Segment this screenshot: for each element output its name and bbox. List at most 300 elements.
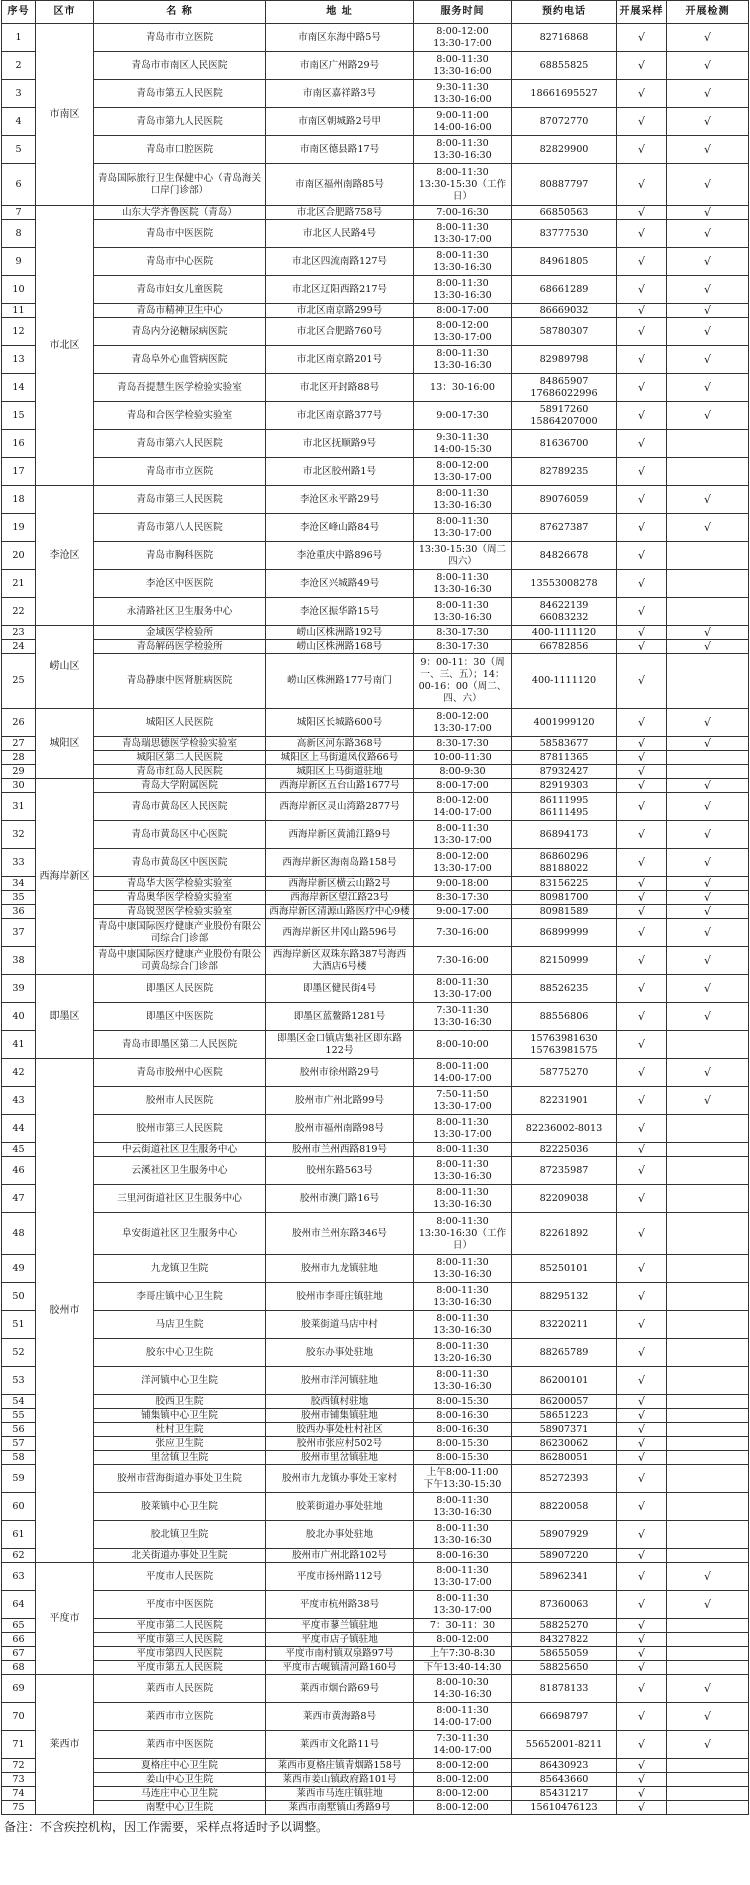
testing-check xyxy=(667,1185,749,1213)
service-hours: 7:50-11:50 13:30-17:00 xyxy=(414,1087,512,1115)
site-name: 青岛市第三人民医院 xyxy=(94,486,266,514)
site-name: 青岛市口腔医院 xyxy=(94,136,266,164)
booking-phone: 82150999 xyxy=(512,947,617,975)
booking-phone: 82225036 xyxy=(512,1143,617,1157)
table-row xyxy=(2,164,749,206)
site-address: 市南区东海中路5号 xyxy=(266,24,414,52)
table-row xyxy=(2,1283,749,1311)
service-hours: 8:00-11:30 13:30-16:30 xyxy=(414,1493,512,1521)
booking-phone: 85250101 xyxy=(512,1255,617,1283)
booking-phone: 82261892 xyxy=(512,1213,617,1255)
booking-phone: 68855825 xyxy=(512,52,617,80)
testing-check: √ xyxy=(667,318,749,346)
site-name: 青岛市胸科医院 xyxy=(94,542,266,570)
sampling-check: √ xyxy=(617,52,667,80)
row-seq: 22 xyxy=(2,598,36,626)
testing-check xyxy=(667,1647,749,1661)
booking-phone: 84826678 xyxy=(512,542,617,570)
sampling-check: √ xyxy=(617,430,667,458)
site-address: 西海岸新区五台山路1677号 xyxy=(266,779,414,793)
table-row xyxy=(2,1437,749,1451)
service-hours: 8:00-9:30 xyxy=(414,765,512,779)
sampling-check: √ xyxy=(617,1157,667,1185)
sampling-check: √ xyxy=(617,1185,667,1213)
row-seq: 32 xyxy=(2,821,36,849)
sampling-check: √ xyxy=(617,1255,667,1283)
table-body xyxy=(2,24,749,1815)
service-hours: 8:00-11:30 13:30-16:30（工作日） xyxy=(414,1213,512,1255)
table-row xyxy=(2,374,749,402)
site-name: 青岛市即墨区第二人民医院 xyxy=(94,1031,266,1059)
row-seq: 59 xyxy=(2,1465,36,1493)
booking-phone: 80887797 xyxy=(512,164,617,206)
booking-phone: 86669032 xyxy=(512,304,617,318)
sampling-check: √ xyxy=(617,1031,667,1059)
site-name: 青岛市第五人民医院 xyxy=(94,80,266,108)
service-hours: 8:00-11:30 13:30-17:00 xyxy=(414,1115,512,1143)
booking-phone: 84327822 xyxy=(512,1633,617,1647)
testing-check: √ xyxy=(667,164,749,206)
booking-phone: 81636700 xyxy=(512,430,617,458)
site-address: 李沧区峰山路84号 xyxy=(266,514,414,542)
site-address: 市南区广州路29号 xyxy=(266,52,414,80)
table-row xyxy=(2,1465,749,1493)
sampling-check: √ xyxy=(617,486,667,514)
site-address: 高新区河东路368号 xyxy=(266,737,414,751)
sampling-check: √ xyxy=(617,136,667,164)
sampling-check: √ xyxy=(617,1549,667,1563)
table-row xyxy=(2,709,749,737)
site-name: 青岛市第八人民医院 xyxy=(94,514,266,542)
booking-phone: 4001999120 xyxy=(512,709,617,737)
table-row xyxy=(2,1493,749,1521)
site-address: 胶州东路563号 xyxy=(266,1157,414,1185)
service-hours: 8:00-11:30 13:30-17:00 xyxy=(414,514,512,542)
site-address: 李沧重庆中路896号 xyxy=(266,542,414,570)
row-seq: 62 xyxy=(2,1549,36,1563)
testing-check xyxy=(667,1157,749,1185)
booking-phone: 88220058 xyxy=(512,1493,617,1521)
district-cell: 胶州市 xyxy=(36,1059,94,1563)
service-hours: 13：30-16:00 xyxy=(414,374,512,402)
booking-phone: 58825270 xyxy=(512,1619,617,1633)
testing-check: √ xyxy=(667,821,749,849)
booking-phone: 84622139 66083232 xyxy=(512,598,617,626)
table-row xyxy=(2,1647,749,1661)
booking-phone: 87072770 xyxy=(512,108,617,136)
row-seq: 43 xyxy=(2,1087,36,1115)
testing-check xyxy=(667,1661,749,1675)
site-name: 胶莱镇中心卫生院 xyxy=(94,1493,266,1521)
table-row xyxy=(2,849,749,877)
row-seq: 3 xyxy=(2,80,36,108)
booking-phone: 87932427 xyxy=(512,765,617,779)
header-hours: 服务时间 xyxy=(414,1,512,24)
site-address: 市北区抚顺路9号 xyxy=(266,430,414,458)
testing-check: √ xyxy=(667,1731,749,1759)
booking-phone: 82989798 xyxy=(512,346,617,374)
table-row xyxy=(2,1213,749,1255)
testing-check: √ xyxy=(667,220,749,248)
site-address: 李沧区兴城路49号 xyxy=(266,570,414,598)
row-seq: 37 xyxy=(2,919,36,947)
site-address: 胶州市九龙镇驻地 xyxy=(266,1255,414,1283)
service-hours: 8:00-11:00 14:00-17:00 xyxy=(414,1059,512,1087)
header-district: 区市 xyxy=(36,1,94,24)
booking-phone: 86894173 xyxy=(512,821,617,849)
row-seq: 20 xyxy=(2,542,36,570)
sampling-check: √ xyxy=(617,1423,667,1437)
site-address: 西海岸新区双珠东路387号海西大酒店6号楼 xyxy=(266,947,414,975)
row-seq: 44 xyxy=(2,1115,36,1143)
booking-phone: 13553008278 xyxy=(512,570,617,598)
sampling-check: √ xyxy=(617,1465,667,1493)
row-seq: 72 xyxy=(2,1759,36,1773)
testing-check xyxy=(667,1451,749,1465)
service-hours: 8:00-11:30 13:30-16:30 xyxy=(414,1521,512,1549)
sampling-check: √ xyxy=(617,1059,667,1087)
testing-check: √ xyxy=(667,947,749,975)
district-cell: 莱西市 xyxy=(36,1675,94,1815)
site-address: 市南区朝城路2号甲 xyxy=(266,108,414,136)
testing-check xyxy=(667,751,749,765)
table-row xyxy=(2,318,749,346)
row-seq: 48 xyxy=(2,1213,36,1255)
site-name: 青岛静康中医肾脏病医院 xyxy=(94,654,266,709)
row-seq: 28 xyxy=(2,751,36,765)
site-name: 平度市第四人民医院 xyxy=(94,1647,266,1661)
site-address: 市北区南京路299号 xyxy=(266,304,414,318)
booking-phone: 88265789 xyxy=(512,1339,617,1367)
table-row xyxy=(2,1423,749,1437)
sampling-check: √ xyxy=(617,1395,667,1409)
table-row xyxy=(2,640,749,654)
site-address: 莱西市黄海路8号 xyxy=(266,1703,414,1731)
site-name: 青岛市市立医院 xyxy=(94,458,266,486)
sampling-check: √ xyxy=(617,975,667,1003)
site-name: 青岛市黄岛区中医医院 xyxy=(94,849,266,877)
row-seq: 39 xyxy=(2,975,36,1003)
testing-check xyxy=(667,1437,749,1451)
testing-check: √ xyxy=(667,374,749,402)
table-row xyxy=(2,877,749,891)
site-address: 胶州市铺集镇驻地 xyxy=(266,1409,414,1423)
site-address: 市北区胶州路1号 xyxy=(266,458,414,486)
service-hours: 8:00-12:00 xyxy=(414,1787,512,1801)
testing-check xyxy=(667,1143,749,1157)
row-seq: 14 xyxy=(2,374,36,402)
site-address: 市北区合肥路758号 xyxy=(266,206,414,220)
service-hours: 8:00-11:30 13:30-17:00 xyxy=(414,1591,512,1619)
service-hours: 8:00-11:30 13:30-16:30 xyxy=(414,598,512,626)
site-address: 西海岸新区黄浦江路9号 xyxy=(266,821,414,849)
testing-check: √ xyxy=(667,975,749,1003)
service-hours: 9:00-11:00 14:00-16:00 xyxy=(414,108,512,136)
booking-phone: 86111995 86111495 xyxy=(512,793,617,821)
service-hours: 8:00-11:30 13:30-16:30 xyxy=(414,1311,512,1339)
booking-phone: 83777530 xyxy=(512,220,617,248)
row-seq: 75 xyxy=(2,1801,36,1815)
site-name: 青岛市黄岛区中心医院 xyxy=(94,821,266,849)
booking-phone: 82209038 xyxy=(512,1185,617,1213)
site-name: 青岛市精神卫生中心 xyxy=(94,304,266,318)
row-seq: 33 xyxy=(2,849,36,877)
booking-phone: 84865907 17686022996 xyxy=(512,374,617,402)
table-row xyxy=(2,136,749,164)
booking-phone: 83220211 xyxy=(512,1311,617,1339)
row-seq: 51 xyxy=(2,1311,36,1339)
table-row xyxy=(2,1675,749,1703)
row-seq: 38 xyxy=(2,947,36,975)
district-cell: 市南区 xyxy=(36,24,94,206)
site-name: 城阳区人民医院 xyxy=(94,709,266,737)
booking-phone: 81878133 xyxy=(512,1675,617,1703)
booking-phone: 80981589 xyxy=(512,905,617,919)
sampling-check: √ xyxy=(617,654,667,709)
service-hours: 7：30-11：30 xyxy=(414,1619,512,1633)
site-name: 马店卫生院 xyxy=(94,1311,266,1339)
site-name: 洋河镇中心卫生院 xyxy=(94,1367,266,1395)
row-seq: 64 xyxy=(2,1591,36,1619)
sampling-check: √ xyxy=(617,220,667,248)
site-name: 青岛中康国际医疗健康产业股份有限公司黄岛综合门诊部 xyxy=(94,947,266,975)
sampling-check: √ xyxy=(617,751,667,765)
row-seq: 25 xyxy=(2,654,36,709)
service-hours: 7:30-11:30 14:00-17:00 xyxy=(414,1731,512,1759)
site-name: 李沧区中医医院 xyxy=(94,570,266,598)
sampling-check: √ xyxy=(617,164,667,206)
table-row xyxy=(2,458,749,486)
table-row xyxy=(2,542,749,570)
sampling-check: √ xyxy=(617,1087,667,1115)
site-address: 平度市南村镇双泉路97号 xyxy=(266,1647,414,1661)
site-name: 青岛市第六人民医院 xyxy=(94,430,266,458)
site-address: 胶州市广州北路102号 xyxy=(266,1549,414,1563)
booking-phone: 58775270 xyxy=(512,1059,617,1087)
row-seq: 16 xyxy=(2,430,36,458)
site-name: 阜安街道社区卫生服务中心 xyxy=(94,1213,266,1255)
site-name: 城阳区第二人民医院 xyxy=(94,751,266,765)
table-row xyxy=(2,430,749,458)
site-address: 城阳区长城路600号 xyxy=(266,709,414,737)
testing-check: √ xyxy=(667,709,749,737)
row-seq: 57 xyxy=(2,1437,36,1451)
testing-check xyxy=(667,1031,749,1059)
row-seq: 61 xyxy=(2,1521,36,1549)
sampling-check: √ xyxy=(617,1311,667,1339)
sampling-check: √ xyxy=(617,1283,667,1311)
table-row xyxy=(2,1563,749,1591)
booking-phone: 18661695527 xyxy=(512,80,617,108)
site-name: 杜村卫生院 xyxy=(94,1423,266,1437)
booking-phone: 58917260 15864207000 xyxy=(512,402,617,430)
table-row xyxy=(2,1339,749,1367)
testing-check: √ xyxy=(667,1675,749,1703)
testing-check xyxy=(667,1521,749,1549)
sampling-check: √ xyxy=(617,402,667,430)
table-row xyxy=(2,1087,749,1115)
table-row xyxy=(2,1633,749,1647)
site-name: 青岛阜外心血管病医院 xyxy=(94,346,266,374)
table-row xyxy=(2,1031,749,1059)
row-seq: 35 xyxy=(2,891,36,905)
site-name: 李哥庄镇中心卫生院 xyxy=(94,1283,266,1311)
service-hours: 8:00-11:30 13:30-15:30（工作日） xyxy=(414,164,512,206)
testing-check xyxy=(667,1255,749,1283)
row-seq: 73 xyxy=(2,1773,36,1787)
testing-check: √ xyxy=(667,737,749,751)
site-address: 胶北办事处驻地 xyxy=(266,1521,414,1549)
sampling-check: √ xyxy=(617,626,667,640)
site-address: 李沧区永平路29号 xyxy=(266,486,414,514)
testing-check: √ xyxy=(667,849,749,877)
sampling-check: √ xyxy=(617,793,667,821)
table-row xyxy=(2,220,749,248)
booking-phone: 400-1111120 xyxy=(512,626,617,640)
testing-check: √ xyxy=(667,304,749,318)
service-hours: 8:00-16:30 xyxy=(414,1423,512,1437)
row-seq: 26 xyxy=(2,709,36,737)
site-address: 市北区辽阳西路217号 xyxy=(266,276,414,304)
site-name: 三里河街道社区卫生服务中心 xyxy=(94,1185,266,1213)
service-hours: 7:30-11:30 13:30-16:30 xyxy=(414,1003,512,1031)
sampling-check: √ xyxy=(617,248,667,276)
testing-check: √ xyxy=(667,877,749,891)
site-name: 即墨区中医医院 xyxy=(94,1003,266,1031)
site-name: 青岛市市立医院 xyxy=(94,24,266,52)
booking-phone: 82231901 xyxy=(512,1087,617,1115)
site-name: 铺集镇中心卫生院 xyxy=(94,1409,266,1423)
site-name: 青岛市中医医院 xyxy=(94,220,266,248)
testing-check xyxy=(667,1619,749,1633)
header-sampling: 开展采样 xyxy=(617,1,667,24)
site-name: 青岛市红岛人民医院 xyxy=(94,765,266,779)
site-name: 平度市第二人民医院 xyxy=(94,1619,266,1633)
row-seq: 47 xyxy=(2,1185,36,1213)
table-row xyxy=(2,1759,749,1773)
table-row xyxy=(2,1773,749,1787)
service-hours: 9:30-11:30 14:00-15:30 xyxy=(414,430,512,458)
service-hours: 9:00-18:00 xyxy=(414,877,512,891)
site-name: 中云街道社区卫生服务中心 xyxy=(94,1143,266,1157)
testing-check xyxy=(667,542,749,570)
service-hours: 8:00-11:30 xyxy=(414,1143,512,1157)
site-address: 胶西办事处杜村社区 xyxy=(266,1423,414,1437)
booking-phone: 58583677 xyxy=(512,737,617,751)
testing-check: √ xyxy=(667,1059,749,1087)
site-name: 莱西市人民医院 xyxy=(94,1675,266,1703)
testing-check: √ xyxy=(667,793,749,821)
service-hours: 8:00-12:00 xyxy=(414,1759,512,1773)
testing-check xyxy=(667,1801,749,1815)
site-address: 市南区嘉祥路3号 xyxy=(266,80,414,108)
site-address: 崂山区株洲路177号南门 xyxy=(266,654,414,709)
service-hours: 8:00-12:00 xyxy=(414,1633,512,1647)
testing-check: √ xyxy=(667,779,749,793)
table-row xyxy=(2,654,749,709)
district-cell: 李沧区 xyxy=(36,486,94,626)
sampling-check: √ xyxy=(617,276,667,304)
table-row xyxy=(2,206,749,220)
booking-phone: 82716868 xyxy=(512,24,617,52)
table-row xyxy=(2,1059,749,1087)
site-name: 胶东中心卫生院 xyxy=(94,1339,266,1367)
sampling-check: √ xyxy=(617,1619,667,1633)
booking-phone: 89076059 xyxy=(512,486,617,514)
service-hours: 8:00-11:30 13:30-17:00 xyxy=(414,1563,512,1591)
testing-check: √ xyxy=(667,24,749,52)
testing-check xyxy=(667,1213,749,1255)
testing-check xyxy=(667,765,749,779)
site-name: 青岛市第九人民医院 xyxy=(94,108,266,136)
row-seq: 54 xyxy=(2,1395,36,1409)
testing-check xyxy=(667,1773,749,1787)
service-hours: 8:00-10:00 xyxy=(414,1031,512,1059)
table-row xyxy=(2,947,749,975)
site-address: 莱西市马连庄镇驻地 xyxy=(266,1787,414,1801)
table-row xyxy=(2,751,749,765)
sampling-check: √ xyxy=(617,80,667,108)
site-name: 青岛奥华医学检验实验室 xyxy=(94,891,266,905)
sampling-check: √ xyxy=(617,1591,667,1619)
table-row xyxy=(2,514,749,542)
testing-check xyxy=(667,458,749,486)
site-address: 平度市扬州路112号 xyxy=(266,1563,414,1591)
site-name: 胶西卫生院 xyxy=(94,1395,266,1409)
site-address: 市南区德县路17号 xyxy=(266,136,414,164)
table-row xyxy=(2,1787,749,1801)
site-name: 青岛内分泌糖尿病医院 xyxy=(94,318,266,346)
service-hours: 8:00-12:00 13:30-17:00 xyxy=(414,709,512,737)
site-address: 胶莱街道马店中村 xyxy=(266,1311,414,1339)
district-cell: 市北区 xyxy=(36,206,94,486)
sampling-check: √ xyxy=(617,1493,667,1521)
testing-check: √ xyxy=(667,486,749,514)
site-address: 市北区四流南路127号 xyxy=(266,248,414,276)
row-seq: 71 xyxy=(2,1731,36,1759)
site-address: 城阳区上马街道凤仪路66号 xyxy=(266,751,414,765)
testing-check xyxy=(667,1549,749,1563)
booking-phone: 85431217 xyxy=(512,1787,617,1801)
row-seq: 23 xyxy=(2,626,36,640)
sampling-check: √ xyxy=(617,206,667,220)
service-hours: 8:00-11:30 13:30-17:00 xyxy=(414,821,512,849)
testing-check: √ xyxy=(667,206,749,220)
row-seq: 29 xyxy=(2,765,36,779)
row-seq: 41 xyxy=(2,1031,36,1059)
site-address: 崂山区株洲路192号 xyxy=(266,626,414,640)
site-address: 平度市店子镇驻地 xyxy=(266,1633,414,1647)
booking-phone: 58962341 xyxy=(512,1563,617,1591)
sampling-check: √ xyxy=(617,709,667,737)
booking-phone: 86230062 xyxy=(512,1437,617,1451)
site-name: 莱西市中医医院 xyxy=(94,1731,266,1759)
table-row xyxy=(2,248,749,276)
site-name: 青岛和合医学检验实验室 xyxy=(94,402,266,430)
testing-check xyxy=(667,598,749,626)
table-row xyxy=(2,1115,749,1143)
sampling-check: √ xyxy=(617,849,667,877)
service-hours: 8:00-11:30 13:30-16:30 xyxy=(414,1157,512,1185)
row-seq: 5 xyxy=(2,136,36,164)
testing-check: √ xyxy=(667,1563,749,1591)
booking-phone: 88295132 xyxy=(512,1283,617,1311)
footnote: 备注：不含疾控机构，因工作需要，采样点将适时予以调整。 xyxy=(4,1820,329,1834)
site-name: 青岛锐翌医学检验实验室 xyxy=(94,905,266,919)
testing-check xyxy=(667,1423,749,1437)
testing-check xyxy=(667,1465,749,1493)
row-seq: 13 xyxy=(2,346,36,374)
